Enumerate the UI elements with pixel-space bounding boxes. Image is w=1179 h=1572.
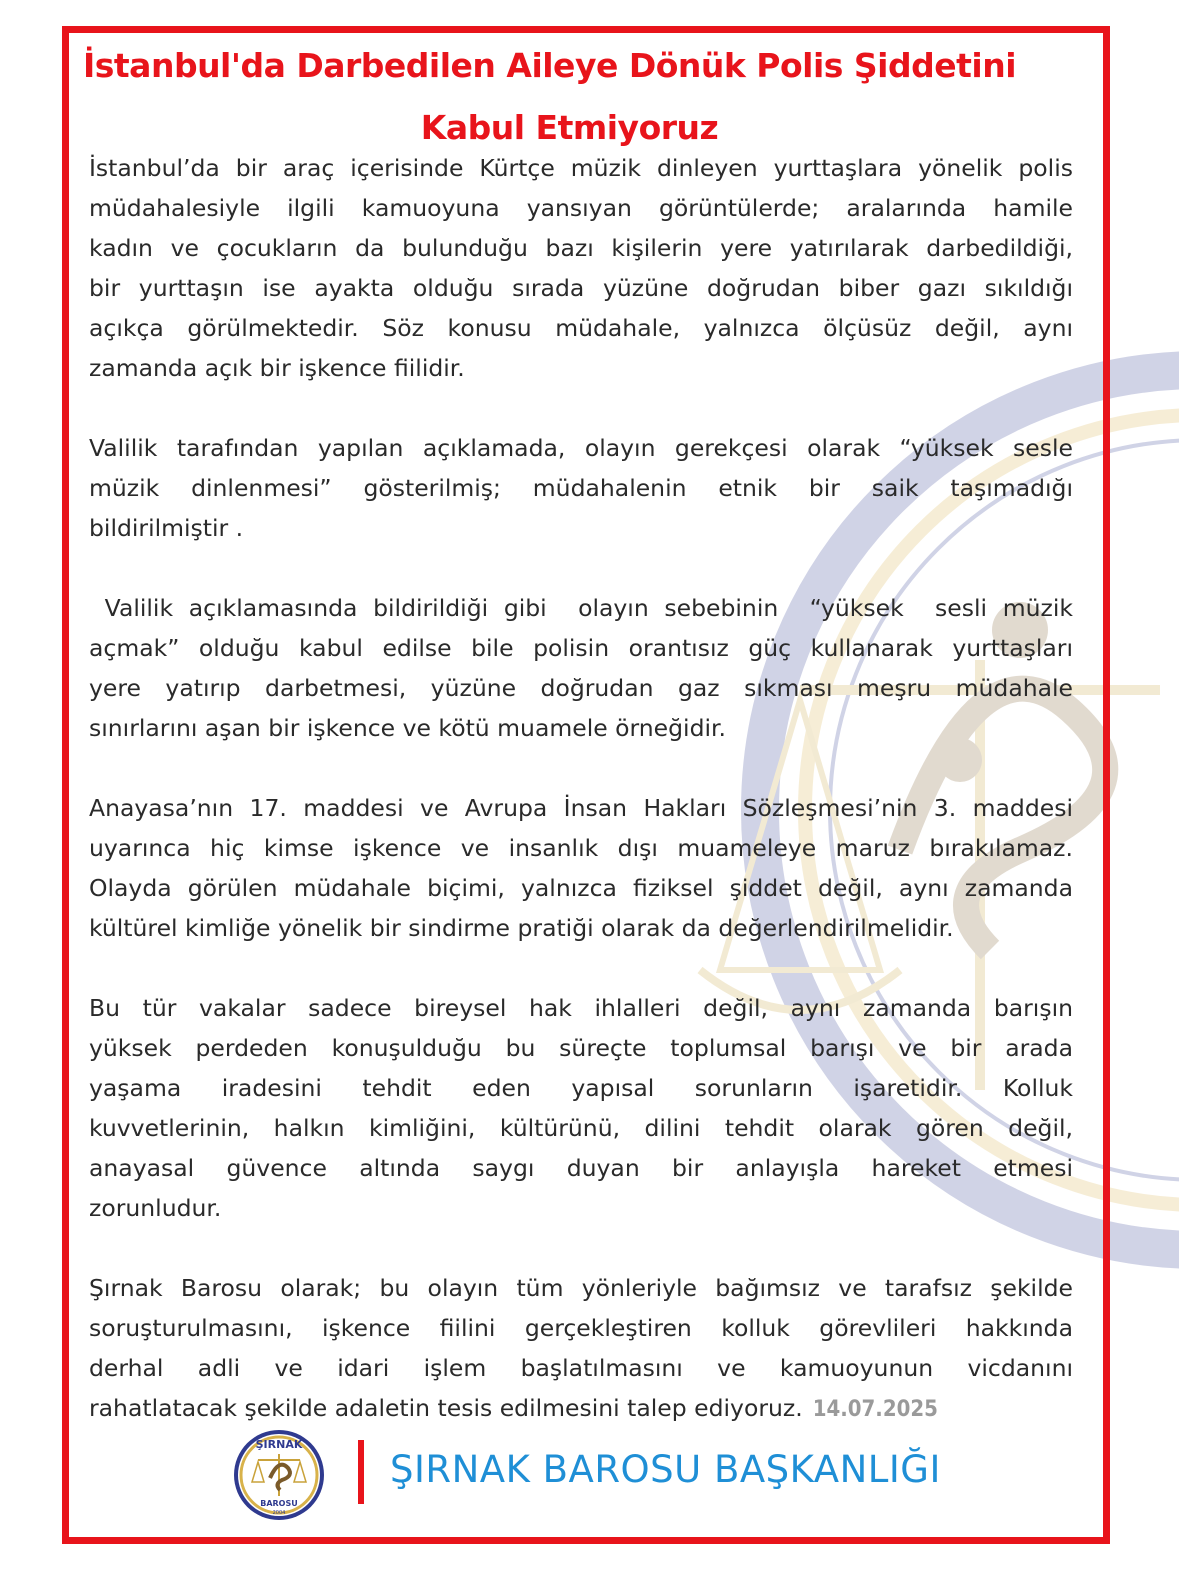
text-line: Şırnak Barosu olarak; bu olayın tüm yönleriyle bağımsız ve tarafsız şekilde: [89, 1274, 1073, 1302]
text-line: Anayasa’nın 17. maddesi ve Avrupa İnsan Hakları Sözleşmesi’nin 3. maddesi: [89, 794, 1073, 822]
logo-top-text: ŞIRNAK: [255, 1438, 303, 1451]
text-line: açıkça görülmektedir. Söz konusu müdahale, yalnızca ölçüsüz değil, aynı: [89, 314, 1073, 342]
headline-line-1: İstanbul'da Darbedilen Aileye Dönük Polis Şiddetini: [82, 46, 1017, 85]
text-line: müdahalesiyle ilgili kamuoyuna yansıyan görüntülerde; aralarında hamile: [89, 194, 1073, 222]
text-line: rahatlatacak şekilde adaletin tesis edilmesini talep ediyoruz.: [89, 1394, 803, 1422]
text-line: derhal adli ve idari işlem başlatılmasını ve kamuoyunun vicdanını: [89, 1354, 1073, 1382]
headline-line-2: Kabul Etmiyoruz: [420, 108, 719, 147]
paragraph-2: [89, 428, 1073, 548]
text-line: uyarınca hiç kimse işkence ve insanlık dışı muameleye maruz bırakılamaz.: [89, 834, 1073, 862]
text-line: bir yurttaşın ise ayakta olduğu sırada yüzüne doğrudan biber gazı sıkıldığı: [89, 274, 1073, 302]
text-line: yaşama iradesini tehdit eden yapısal sorunların işaretidir. Kolluk: [89, 1074, 1073, 1102]
logo-bottom-text: BAROSU: [260, 1499, 298, 1508]
text-line: kuvvetlerinin, halkın kimliğini, kültürünü, dilini tehdit olarak gören değil,: [89, 1114, 1073, 1142]
paragraph-1: [89, 148, 1073, 388]
text-line: Valilik tarafından yapılan açıklamada, olayın gerekçesi olarak “yüksek sesle: [89, 434, 1073, 462]
paragraph-5: [89, 988, 1073, 1228]
text-line: zorunludur.: [89, 1194, 222, 1222]
statement-body: [89, 148, 1073, 1470]
text-line: sınırlarını aşan bir işkence ve kötü muamele örneğidir.: [89, 714, 727, 742]
text-line: Valilik açıklamasında bildirildiği gibi olayın sebebinin “yüksek sesli müzik: [89, 594, 1073, 622]
paragraph-3: [89, 588, 1073, 748]
footer-divider: [358, 1440, 364, 1504]
text-line: bildirilmiştir .: [89, 514, 244, 542]
text-line: açmak” olduğu kabul edilse bile polisin orantısız güç kullanarak yurttaşları: [89, 634, 1073, 662]
paragraph-6: [89, 1268, 1073, 1430]
text-line: kadın ve çocukların da bulunduğu bazı kişilerin yere yatırılarak darbedildiği,: [89, 234, 1073, 262]
signature-title: ŞIRNAK BAROSU BAŞKANLIĞI: [390, 1448, 941, 1491]
logo-year-text: 2004: [272, 1510, 286, 1516]
text-line: Olayda görülen müdahale biçimi, yalnızca fiziksel şiddet değil, aynı zamanda: [89, 874, 1073, 902]
text-line: yere yatırıp darbetmesi, yüzüne doğrudan gaz sıkması meşru müdahale: [89, 674, 1073, 702]
text-line-with-date: [89, 1388, 1073, 1430]
text-line: yüksek perdeden konuşulduğu bu süreçte toplumsal barışı ve bir arada: [89, 1034, 1073, 1062]
text-line: soruşturulmasını, işkence fiilini gerçekleştiren kolluk görevlileri hakkında: [89, 1314, 1073, 1342]
text-line: İstanbul’da bir araç içerisinde Kürtçe müzik dinleyen yurttaşlara yönelik polis: [89, 154, 1073, 182]
text-line: müzik dinlenmesi” gösterilmiş; müdahalenin etnik bir saik taşımadığı: [89, 474, 1073, 502]
text-line: kültürel kimliğe yönelik bir sindirme pratiği olarak da değerlendirilmelidir.: [89, 914, 954, 942]
paragraph-4: [89, 788, 1073, 948]
statement-date: 14.07.2025: [812, 1397, 938, 1422]
text-line: Bu tür vakalar sadece bireysel hak ihlalleri değil, aynı zamanda barışın: [89, 994, 1073, 1022]
text-line: anayasal güvence altında saygı duyan bir anlayışla hareket etmesi: [89, 1154, 1073, 1182]
text-line: zamanda açık bir işkence fiilidir.: [89, 354, 465, 382]
bar-association-logo-icon: [232, 1428, 326, 1522]
